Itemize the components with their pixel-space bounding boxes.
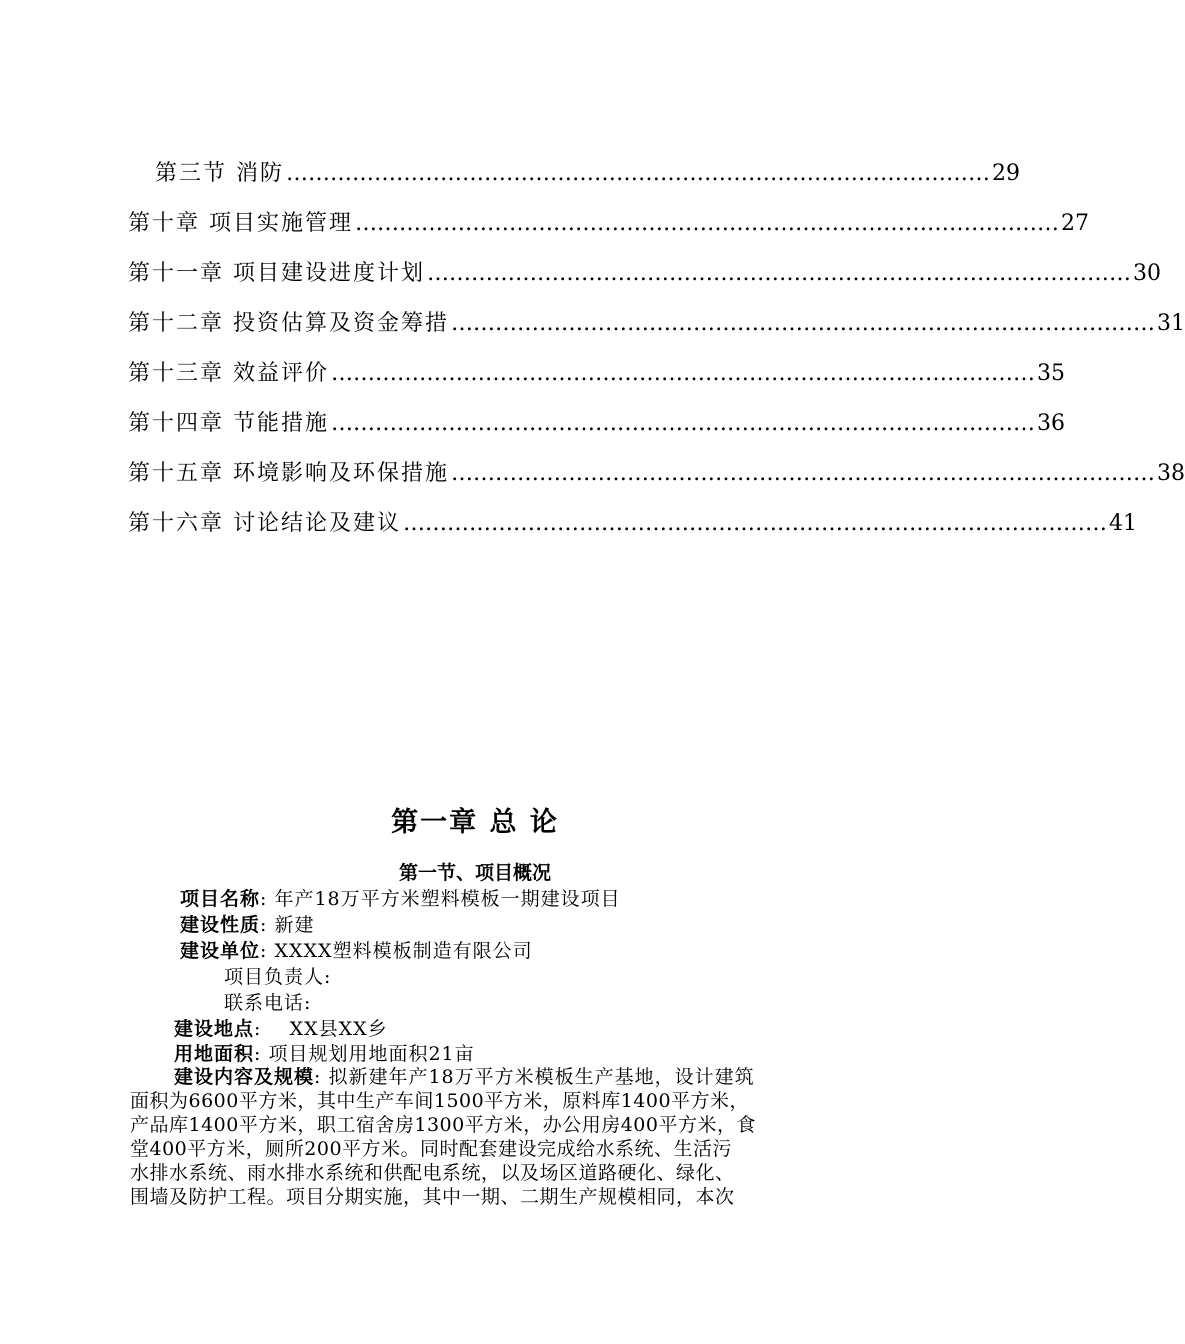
body-text-line: 堂400平方米，厕所200平方米。同时配套建设完成给水系统、生活污 [130, 1138, 733, 1160]
project-leader-line [224, 962, 331, 989]
toc-entry-page: 30 [1133, 261, 1161, 286]
section-title: 第一节、项目概况 [398, 862, 551, 884]
toc-entry[interactable] [128, 406, 1065, 442]
body-text-line: 面积为6600平方米，其中生产车间1500平方米，原料库1400平方米， [130, 1090, 750, 1112]
body-text-line: 围墙及防护工程。项目分期实施，其中一期、二期生产规模相同，本次 [130, 1186, 735, 1208]
chapter-title: 第一章 总 论 [391, 807, 559, 838]
toc-leader-dots: …………………………………………………………………………………… [286, 161, 990, 186]
toc-entry-page: 27 [1061, 211, 1089, 236]
toc-entry[interactable] [128, 456, 1185, 492]
toc-leader-dots: …………………………………………………………………………………… [331, 411, 1035, 436]
construction-unit-line: 建设单位: XXXX塑料模板制造有限公司 [180, 940, 533, 962]
project-name-line: 项目名称: 年产18万平方米塑料模板一期建设项目 [180, 888, 621, 910]
project-name-value: 年产18万平方米塑料模板一期建设项目 [274, 888, 621, 910]
toc-leader-dots: …………………………………………………………………………………… [331, 361, 1035, 386]
construction-location-label: 建设地点 [174, 1018, 255, 1040]
construction-content-line: 建设内容及规模: 拟新建年产18万平方米模板生产基地，设计建筑 [174, 1066, 755, 1088]
contact-phone-line [224, 988, 311, 1015]
contact-phone-label: 联系电话: [224, 992, 312, 1014]
toc-entry-label: 第十二章 投资估算及资金筹措 [128, 311, 449, 336]
construction-content-label: 建设内容及规模 [174, 1066, 315, 1088]
construction-unit-value: XXXX塑料模板制造有限公司 [274, 940, 533, 962]
toc-entry[interactable] [155, 156, 1020, 192]
toc-entry-page: 35 [1037, 361, 1065, 386]
toc-leader-dots: …………………………………………………………………………………… [355, 211, 1059, 236]
toc-leader-dots: …………………………………………………………………………………… [451, 461, 1155, 486]
toc-entry-label: 第十四章 节能措施 [128, 411, 329, 436]
toc-leader-dots: …………………………………………………………………………………… [427, 261, 1131, 286]
toc-leader-dots: …………………………………………………………………………………… [403, 511, 1107, 536]
toc-entry-label: 第十一章 项目建设进度计划 [128, 261, 425, 286]
construction-nature-value: 新建 [274, 914, 315, 936]
construction-content-value: 拟新建年产18万平方米模板生产基地，设计建筑 [328, 1066, 755, 1088]
toc-entry-label: 第十五章 环境影响及环保措施 [128, 461, 449, 486]
toc-entry-page: 31 [1157, 311, 1185, 336]
toc-leader-dots: …………………………………………………………………………………… [451, 311, 1155, 336]
construction-nature-label: 建设性质 [180, 914, 261, 936]
toc-entry-page: 36 [1037, 411, 1065, 436]
land-area-line: 用地面积: 项目规划用地面积21亩 [174, 1043, 475, 1065]
toc-entry-label: 第三节 消防 [155, 161, 284, 186]
toc-entry[interactable] [128, 206, 1089, 242]
construction-unit-label: 建设单位 [180, 940, 261, 962]
project-leader-label: 项目负责人: [224, 966, 332, 988]
body-text-line: 产品库1400平方米，职工宿舍房1300平方米，办公用房400平方米，食 [130, 1114, 756, 1136]
toc-entry-label: 第十章 项目实施管理 [128, 211, 353, 236]
construction-nature-line: 建设性质: 新建 [180, 914, 315, 936]
construction-location-line: 建设地点: XX县XX乡 [174, 1018, 388, 1040]
land-area-value: 项目规划用地面积21亩 [268, 1043, 475, 1065]
toc-entry-page: 41 [1109, 511, 1137, 536]
toc-entry-label: 第十三章 效益评价 [128, 361, 329, 386]
toc-entry[interactable] [128, 256, 1161, 292]
land-area-label: 用地面积 [174, 1043, 255, 1065]
toc-entry[interactable] [128, 306, 1185, 342]
toc-entry-label: 第十六章 讨论结论及建议 [128, 511, 401, 536]
construction-location-value: XX县XX乡 [289, 1018, 388, 1040]
body-text-line: 水排水系统、雨水排水系统和供配电系统，以及场区道路硬化、绿化、 [130, 1162, 735, 1184]
toc-entry[interactable] [128, 506, 1137, 542]
toc-entry[interactable] [128, 356, 1065, 392]
toc-entry-page: 38 [1157, 461, 1185, 486]
toc-entry-page: 29 [992, 161, 1020, 186]
project-name-label: 项目名称 [180, 888, 261, 910]
